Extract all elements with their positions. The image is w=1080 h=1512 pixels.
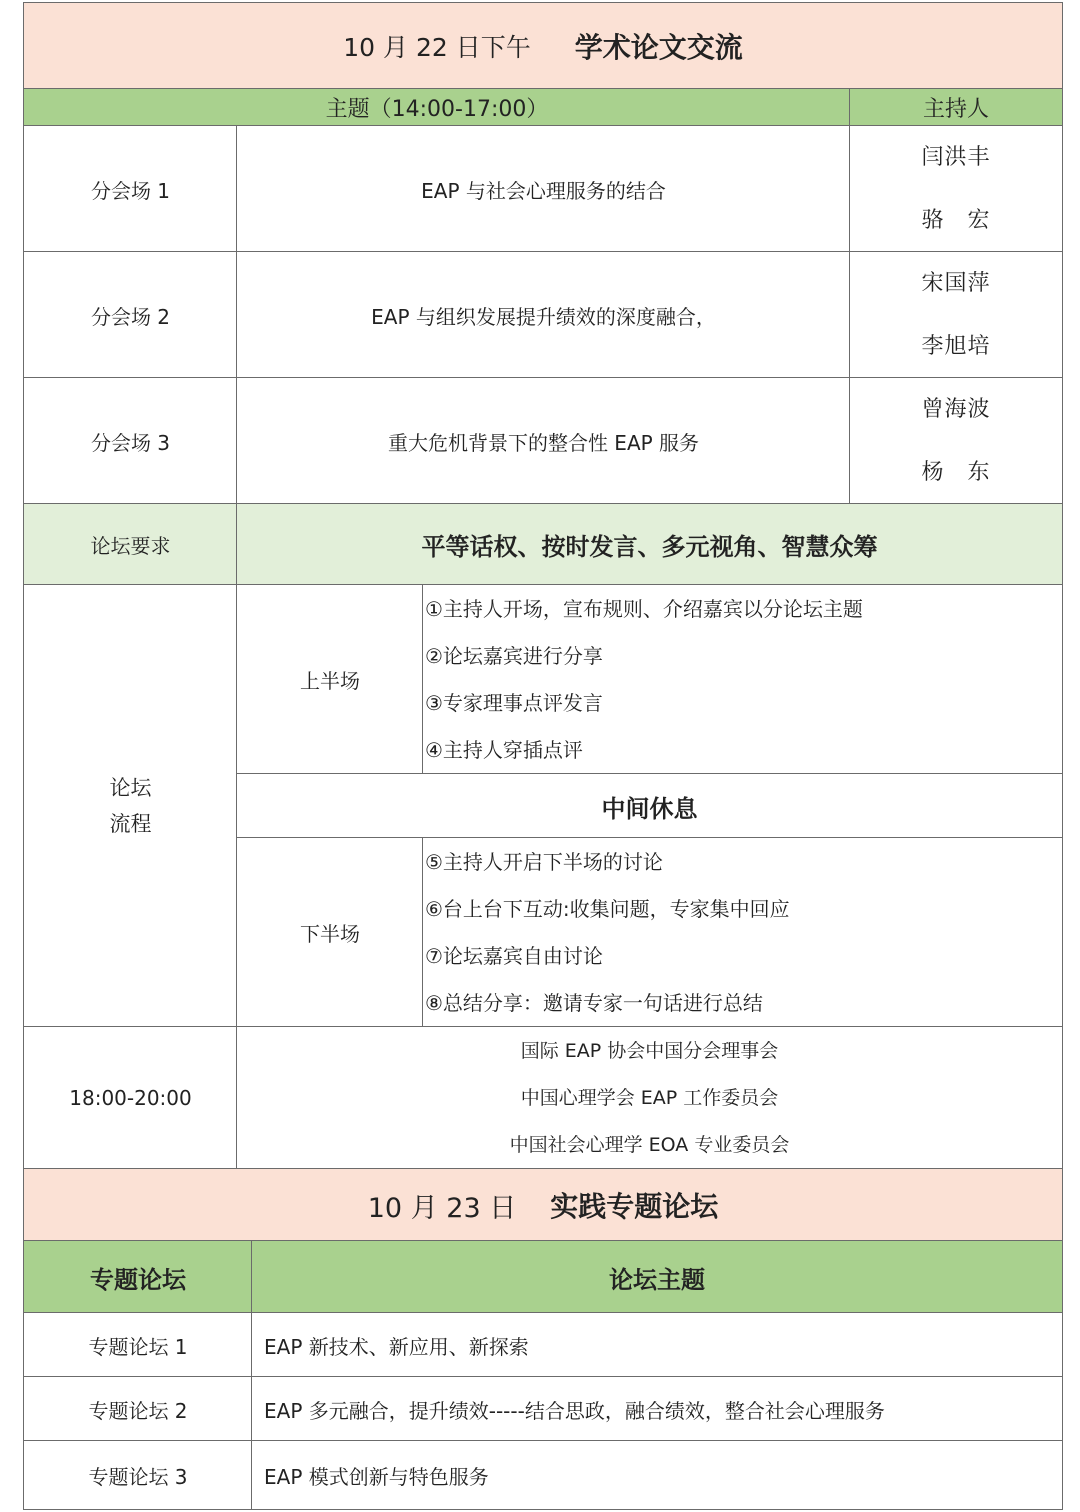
process-step: ②论坛嘉宾进行分享 — [425, 643, 603, 668]
evening-time: 18:00-20:00 — [23, 1026, 238, 1170]
requirement-text: 平等话权、按时发言、多元视角、智慧众筹 — [236, 503, 1063, 586]
process-step: ⑥台上台下互动:收集问题，专家集中回应 — [425, 896, 790, 921]
forum-3-theme: EAP 模式创新与特色服务 — [251, 1440, 1063, 1510]
header-forum-theme: 论坛主题 — [251, 1240, 1063, 1314]
session-3-topic: 重大危机背景下的整合性 EAP 服务 — [236, 377, 851, 505]
requirement-label: 论坛要求 — [23, 503, 238, 586]
host-name: 骆 宏 — [921, 208, 991, 233]
session-1-name: 分会场 1 — [23, 125, 238, 253]
first-half-steps — [422, 584, 1063, 775]
org-name: 国际 EAP 协会中国分会理事会 — [520, 1039, 779, 1062]
process-label-line1: 论坛 — [109, 776, 152, 800]
process-step: ③专家理事点评发言 — [425, 690, 603, 715]
process-step: ①主持人开场，宣布规则、介绍嘉宾以分论坛主题 — [425, 596, 863, 621]
host-name: 杨 东 — [921, 460, 991, 485]
session-1-topic: EAP 与社会心理服务的结合 — [236, 125, 851, 253]
process-step: ④主持人穿插点评 — [425, 737, 583, 762]
first-half-label: 上半场 — [236, 584, 424, 775]
day2-title-date: 10 月 23 日 — [367, 1192, 517, 1224]
host-name: 宋国萍 — [921, 271, 991, 296]
session-2-topic: EAP 与组织发展提升绩效的深度融合， — [236, 251, 851, 379]
forum-3-name: 专题论坛 3 — [23, 1440, 253, 1510]
header-forum: 专题论坛 — [23, 1240, 253, 1314]
second-half-label: 下半场 — [236, 837, 424, 1028]
forum-1-name: 专题论坛 1 — [23, 1312, 253, 1378]
org-name: 中国心理学会 EAP 工作委员会 — [520, 1086, 779, 1109]
process-step: ⑧总结分享：邀请专家一句话进行总结 — [425, 990, 763, 1015]
header-theme: 主题（14:00-17:00） — [23, 88, 851, 126]
process-label-line2: 流程 — [109, 812, 152, 836]
process-label — [23, 584, 238, 1028]
session-3-name: 分会场 3 — [23, 377, 238, 505]
host-name: 闫洪丰 — [921, 145, 991, 170]
session-2-name: 分会场 2 — [23, 251, 238, 379]
forum-2-name: 专题论坛 2 — [23, 1376, 253, 1442]
host-name: 李旭培 — [921, 334, 991, 359]
process-step: ⑦论坛嘉宾自由讨论 — [425, 943, 603, 968]
process-step: ⑤主持人开启下半场的讨论 — [425, 849, 663, 874]
day2-title-topic: 实践专题论坛 — [550, 1190, 719, 1223]
evening-orgs — [236, 1026, 1063, 1170]
day2-title — [23, 1168, 1063, 1242]
break-label: 中间休息 — [236, 773, 1063, 839]
second-half-steps — [422, 837, 1063, 1028]
session-1-hosts — [849, 125, 1063, 253]
forum-2-theme: EAP 多元融合，提升绩效-----结合思政，融合绩效，整合社会心理服务 — [251, 1376, 1063, 1442]
session-2-hosts — [849, 251, 1063, 379]
forum-1-theme: EAP 新技术、新应用、新探索 — [251, 1312, 1063, 1378]
org-name: 中国社会心理学 EOA 专业委员会 — [509, 1133, 790, 1156]
day1-title — [23, 2, 1063, 89]
day1-title-topic: 学术论文交流 — [574, 30, 743, 64]
host-name: 曾海波 — [921, 397, 991, 422]
header-host: 主持人 — [849, 88, 1063, 126]
session-3-hosts — [849, 377, 1063, 505]
day1-title-date: 10 月 22 日下午 — [343, 32, 531, 62]
